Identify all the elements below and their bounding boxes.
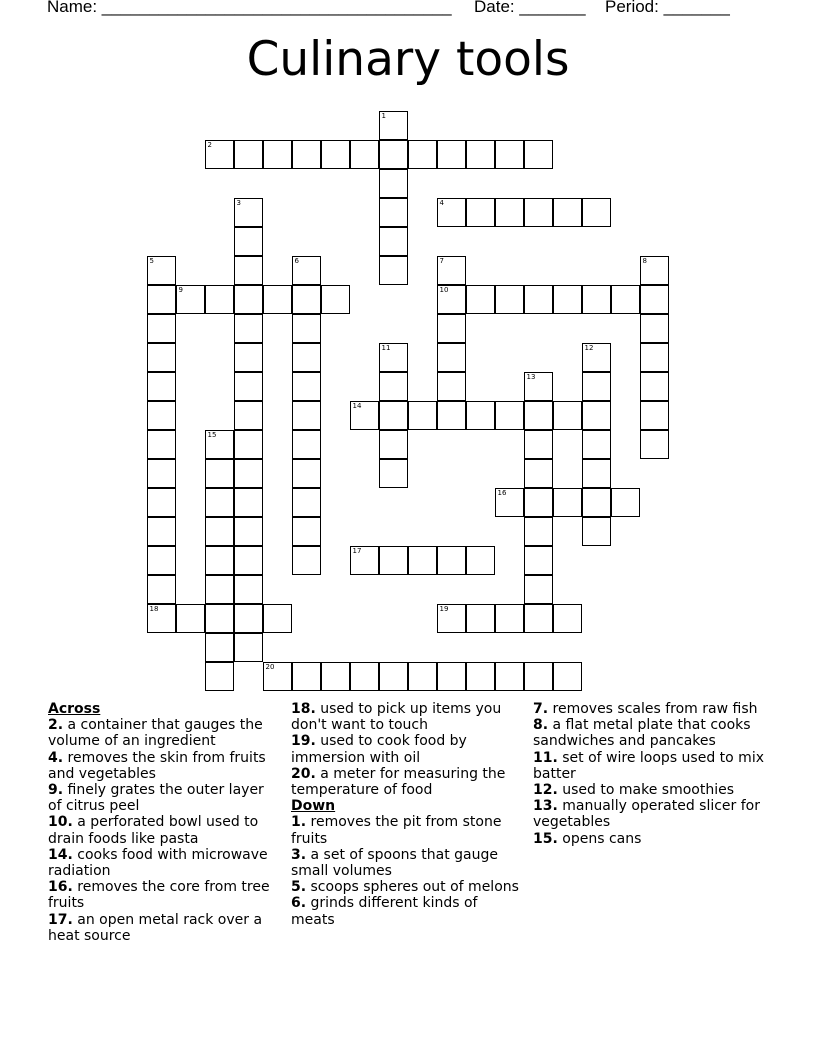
period-field-label[interactable]: Period: _______: [605, 0, 730, 16]
clue-number: 4.: [48, 749, 64, 766]
crossword-cell[interactable]: [437, 401, 466, 430]
crossword-cell[interactable]: [263, 140, 292, 169]
clue-item: [291, 879, 523, 895]
clue-number: 9.: [48, 782, 64, 799]
crossword-cell[interactable]: [379, 430, 408, 459]
clue-text: a meter for measuring the temperature of food: [291, 765, 506, 799]
crossword-cell[interactable]: [147, 401, 176, 430]
cell-number: 13: [526, 372, 536, 381]
crossword-cell[interactable]: [205, 662, 234, 691]
clue-text: removes the pit from stone fruits: [291, 814, 502, 847]
clue-item: [533, 750, 773, 782]
crossword-cell[interactable]: [205, 140, 234, 169]
crossword-cell[interactable]: [292, 314, 321, 343]
crossword-cell[interactable]: [466, 662, 495, 691]
clue-number: 11.: [533, 749, 558, 766]
crossword-cell[interactable]: [437, 140, 466, 169]
crossword-cell[interactable]: [408, 546, 437, 575]
crossword-cell[interactable]: [205, 488, 234, 517]
clue-text: used to make smoothies: [557, 782, 734, 799]
clue-item: [48, 912, 280, 944]
crossword-cell[interactable]: [234, 430, 263, 459]
crossword-cell[interactable]: [292, 459, 321, 488]
clue-item: [533, 717, 773, 749]
crossword-cell[interactable]: [292, 488, 321, 517]
clue-number: 10.: [48, 814, 73, 831]
clue-text: a perforated bowl used to drain foods like pasta: [48, 814, 259, 847]
clue-text: scoops spheres out of melons: [306, 879, 519, 896]
crossword-cell[interactable]: [147, 256, 176, 285]
crossword-cell[interactable]: [466, 546, 495, 575]
crossword-cell[interactable]: [234, 546, 263, 575]
date-field-label[interactable]: Date: _______: [474, 0, 586, 16]
crossword-cell[interactable]: [205, 459, 234, 488]
clue-number: 15.: [533, 830, 558, 847]
cell-number: 3: [236, 198, 241, 207]
cell-number: 18: [149, 604, 159, 613]
crossword-cell[interactable]: [437, 604, 466, 633]
crossword-cell[interactable]: [640, 372, 669, 401]
crossword-cell[interactable]: [205, 430, 234, 459]
crossword-cell[interactable]: [524, 401, 553, 430]
clue-item: [533, 831, 773, 847]
crossword-cell[interactable]: [437, 662, 466, 691]
crossword-cell[interactable]: [234, 140, 263, 169]
clue-text: manually operated slicer for vegetables: [533, 798, 760, 831]
crossword-cell[interactable]: [379, 343, 408, 372]
crossword-cell[interactable]: [234, 198, 263, 227]
crossword-cell[interactable]: [553, 401, 582, 430]
crossword-cell[interactable]: [611, 488, 640, 517]
clue-item: [533, 701, 773, 717]
clue-item: [291, 766, 523, 798]
crossword-cell[interactable]: [234, 633, 263, 662]
clue-number: 13.: [533, 798, 558, 815]
crossword-cell[interactable]: [350, 662, 379, 691]
crossword-cell[interactable]: [495, 401, 524, 430]
cell-number: 14: [352, 401, 362, 410]
crossword-cell[interactable]: [292, 372, 321, 401]
clue-item: [48, 717, 280, 749]
clue-number: 2.: [48, 717, 64, 734]
crossword-cell[interactable]: [466, 285, 495, 314]
crossword-cell[interactable]: [263, 604, 292, 633]
crossword-cell[interactable]: [379, 401, 408, 430]
down-heading: Down: [291, 798, 336, 815]
clue-text: a set of spoons that gauge small volumes: [291, 846, 498, 880]
crossword-cell[interactable]: [379, 169, 408, 198]
clue-number: 7.: [533, 701, 549, 717]
clue-number: 18.: [291, 701, 316, 717]
clue-item: [48, 879, 280, 911]
crossword-cell[interactable]: [379, 372, 408, 401]
crossword-cell[interactable]: [466, 140, 495, 169]
crossword-cell[interactable]: [582, 372, 611, 401]
cell-number: 17: [352, 546, 362, 555]
cell-number: 2: [207, 140, 212, 149]
crossword-cell[interactable]: [379, 459, 408, 488]
crossword-cell[interactable]: [234, 314, 263, 343]
clue-number: 20.: [291, 765, 316, 782]
clue-item: [48, 847, 280, 879]
clue-number: 8.: [533, 717, 549, 734]
cell-number: 15: [207, 430, 217, 439]
crossword-cell[interactable]: [147, 575, 176, 604]
crossword-cell[interactable]: [553, 604, 582, 633]
crossword-cell[interactable]: [524, 285, 553, 314]
crossword-cell[interactable]: [379, 198, 408, 227]
clue-text: set of wire loops used to mix batter: [533, 749, 764, 782]
crossword-cell[interactable]: [263, 285, 292, 314]
crossword-cell[interactable]: [495, 488, 524, 517]
crossword-cell[interactable]: [524, 546, 553, 575]
crossword-cell[interactable]: [234, 285, 263, 314]
crossword-cell[interactable]: [205, 285, 234, 314]
crossword-cell[interactable]: [147, 372, 176, 401]
crossword-cell[interactable]: [640, 256, 669, 285]
cell-number: 19: [439, 604, 449, 613]
crossword-cell[interactable]: [234, 256, 263, 285]
clue-item: [291, 814, 523, 846]
crossword-cell[interactable]: [292, 256, 321, 285]
crossword-cell[interactable]: [408, 401, 437, 430]
clue-text: removes scales from raw fish: [548, 701, 758, 717]
clue-text: removes the core from tree fruits: [48, 879, 270, 912]
crossword-cell[interactable]: [611, 285, 640, 314]
crossword-cell[interactable]: [292, 140, 321, 169]
clue-number: 19.: [291, 733, 316, 750]
crossword-cell[interactable]: [147, 430, 176, 459]
clue-list: [291, 701, 523, 798]
crossword-cell[interactable]: [321, 285, 350, 314]
crossword-cell[interactable]: [437, 256, 466, 285]
crossword-cell[interactable]: [640, 314, 669, 343]
crossword-cell[interactable]: [205, 546, 234, 575]
crossword-cell[interactable]: [495, 198, 524, 227]
clue-text: opens cans: [557, 830, 642, 847]
crossword-cell[interactable]: [466, 604, 495, 633]
clue-list: [48, 717, 280, 944]
clue-list: [533, 701, 773, 847]
clue-text: a flat metal plate that cooks sandwiches and pancakes: [533, 717, 751, 750]
crossword-cell[interactable]: [524, 198, 553, 227]
crossword-cell[interactable]: [234, 575, 263, 604]
clue-number: 12.: [533, 782, 558, 799]
clue-item: [48, 814, 280, 846]
crossword-cell[interactable]: [205, 575, 234, 604]
crossword-cell[interactable]: [524, 459, 553, 488]
clue-text: removes the skin from fruits and vegetables: [48, 749, 266, 782]
page-title: Culinary tools: [246, 32, 570, 87]
clue-item: [291, 847, 523, 879]
crossword-cell[interactable]: [524, 575, 553, 604]
crossword-cell[interactable]: [292, 343, 321, 372]
crossword-cell[interactable]: [292, 662, 321, 691]
crossword-cell[interactable]: [147, 604, 176, 633]
clue-text: used to pick up items you don't want to touch: [291, 701, 502, 734]
crossword-cell[interactable]: [234, 227, 263, 256]
crossword-cell[interactable]: [234, 343, 263, 372]
crossword-cell[interactable]: [582, 459, 611, 488]
crossword-cell[interactable]: [524, 604, 553, 633]
cell-number: 11: [381, 343, 391, 352]
cell-number: 16: [497, 488, 507, 497]
crossword-cell[interactable]: [437, 198, 466, 227]
crossword-cell[interactable]: [495, 662, 524, 691]
crossword-cell[interactable]: [524, 517, 553, 546]
crossword-cell[interactable]: [437, 372, 466, 401]
crossword-cell[interactable]: [466, 198, 495, 227]
crossword-cell[interactable]: [350, 401, 379, 430]
clue-number: 17.: [48, 911, 73, 928]
cell-number: 4: [439, 198, 444, 207]
crossword-cell[interactable]: [292, 285, 321, 314]
clue-text: cooks food with microwave radiation: [48, 846, 268, 880]
crossword-cell[interactable]: [379, 111, 408, 140]
crossword-cell[interactable]: [582, 488, 611, 517]
crossword-cell[interactable]: [437, 285, 466, 314]
clues-column-3: [533, 701, 773, 847]
clues-column-2: [291, 701, 523, 928]
crossword-cell[interactable]: [205, 517, 234, 546]
crossword-cell[interactable]: [582, 517, 611, 546]
crossword-cell[interactable]: [582, 430, 611, 459]
crossword-cell[interactable]: [350, 140, 379, 169]
crossword-cell[interactable]: [147, 459, 176, 488]
crossword-cell[interactable]: [292, 430, 321, 459]
cell-number: 12: [584, 343, 594, 352]
crossword-cell[interactable]: [147, 314, 176, 343]
clues-column-1: [48, 701, 280, 944]
crossword-cell[interactable]: [524, 662, 553, 691]
clue-number: 6.: [291, 895, 307, 912]
crossword-cell[interactable]: [524, 140, 553, 169]
crossword-cell[interactable]: [582, 401, 611, 430]
crossword-cell[interactable]: [379, 662, 408, 691]
crossword-cell[interactable]: [147, 488, 176, 517]
cell-number: 8: [642, 256, 647, 265]
crossword-cell[interactable]: [379, 256, 408, 285]
cell-number: 20: [265, 662, 275, 671]
crossword-cell[interactable]: [582, 198, 611, 227]
crossword-cell[interactable]: [379, 227, 408, 256]
clue-number: 14.: [48, 846, 73, 863]
clue-item: [291, 733, 523, 765]
crossword-cell[interactable]: [553, 285, 582, 314]
clue-number: 16.: [48, 879, 73, 896]
crossword-cell[interactable]: [147, 285, 176, 314]
crossword-cell[interactable]: [524, 488, 553, 517]
cell-number: 9: [178, 285, 183, 294]
crossword-cell[interactable]: [640, 285, 669, 314]
clue-list: [291, 814, 523, 927]
crossword-cell[interactable]: [234, 459, 263, 488]
cell-number: 5: [149, 256, 154, 265]
crossword-cell[interactable]: [553, 488, 582, 517]
clue-number: 3.: [291, 846, 307, 863]
crossword-cell[interactable]: [263, 662, 292, 691]
clue-item: [48, 750, 280, 782]
crossword-cell[interactable]: [205, 633, 234, 662]
crossword-cell[interactable]: [234, 488, 263, 517]
crossword-cell[interactable]: [495, 285, 524, 314]
clue-number: 1.: [291, 814, 307, 831]
crossword-cell[interactable]: [234, 401, 263, 430]
crossword-cell[interactable]: [350, 546, 379, 575]
crossword-cell[interactable]: [176, 604, 205, 633]
clue-text: a container that gauges the volume of an ingredient: [48, 717, 263, 750]
clue-text: finely grates the outer layer of citrus peel: [48, 782, 264, 815]
clue-item: [48, 782, 280, 814]
crossword-cell[interactable]: [234, 372, 263, 401]
across-heading: Across: [48, 701, 101, 717]
clue-item: [291, 895, 523, 927]
crossword-cell[interactable]: [495, 140, 524, 169]
crossword-cell[interactable]: [408, 662, 437, 691]
crossword-cell[interactable]: [321, 140, 350, 169]
crossword-cell[interactable]: [553, 662, 582, 691]
crossword-cell[interactable]: [147, 343, 176, 372]
crossword-cell[interactable]: [495, 604, 524, 633]
cell-number: 1: [381, 111, 386, 120]
name-field-label[interactable]: Name: _____________________________________: [47, 0, 452, 16]
crossword-cell[interactable]: [582, 285, 611, 314]
clue-text: used to cook food by immersion with oil: [291, 733, 467, 766]
crossword-cell[interactable]: [408, 140, 437, 169]
crossword-cell[interactable]: [640, 343, 669, 372]
crossword-cell[interactable]: [437, 314, 466, 343]
clue-item: [533, 782, 773, 798]
cell-number: 6: [294, 256, 299, 265]
crossword-cell[interactable]: [205, 604, 234, 633]
crossword-cell[interactable]: [292, 401, 321, 430]
crossword-cell[interactable]: [234, 604, 263, 633]
crossword-cell[interactable]: [640, 430, 669, 459]
crossword-cell[interactable]: [524, 372, 553, 401]
crossword-cell[interactable]: [582, 343, 611, 372]
clue-item: [533, 798, 773, 830]
crossword-cell[interactable]: [147, 546, 176, 575]
clue-number: 5.: [291, 879, 307, 896]
cell-number: 10: [439, 285, 449, 294]
crossword-cell[interactable]: [321, 662, 350, 691]
cell-number: 7: [439, 256, 444, 265]
clue-text: an open metal rack over a heat source: [48, 911, 263, 944]
crossword-cell[interactable]: [292, 546, 321, 575]
crossword-cell[interactable]: [292, 517, 321, 546]
crossword-cell[interactable]: [176, 285, 205, 314]
crossword-cell[interactable]: [437, 546, 466, 575]
clue-text: grinds different kinds of meats: [291, 895, 478, 928]
crossword-cell[interactable]: [437, 343, 466, 372]
crossword-cell[interactable]: [147, 517, 176, 546]
crossword-cell[interactable]: [640, 401, 669, 430]
crossword-cell[interactable]: [379, 546, 408, 575]
clue-item: [291, 701, 523, 733]
crossword-cell[interactable]: [234, 517, 263, 546]
crossword-cell[interactable]: [379, 140, 408, 169]
crossword-cell[interactable]: [466, 401, 495, 430]
crossword-cell[interactable]: [553, 198, 582, 227]
crossword-cell[interactable]: [524, 430, 553, 459]
